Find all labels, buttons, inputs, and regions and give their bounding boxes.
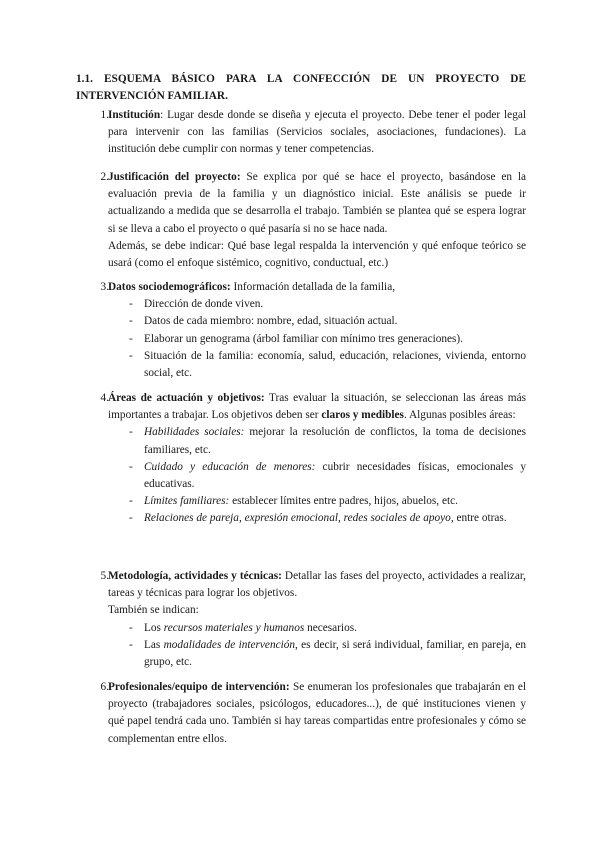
- section-heading: Datos sociodemográficos:: [108, 281, 231, 293]
- section-extra-paragraph: Además, se debe indicar: Qué base legal respalda la intervención y qué enfoque teórico se usará (como el enfoque sistémico, cognitivo, conductual, etc.): [108, 239, 526, 270]
- list-item-italic: Habilidades sociales:: [144, 426, 245, 439]
- section-number: 2.: [100, 171, 109, 183]
- section-text: Tras evaluar la situación, se seleccionan las áreas más importantes a trabajar. Los objetivos deben ser: [108, 392, 526, 422]
- section-extra-paragraph: También se indican:: [108, 604, 199, 617]
- list-item: [108, 424, 526, 458]
- section-justificacion: [76, 169, 526, 272]
- section-body: [108, 390, 526, 528]
- section-paragraph: [108, 679, 526, 748]
- list-item: - Elaborar un genograma (árbol familiar con mínimo tres generaciones).: [108, 331, 526, 348]
- section-body: [108, 279, 526, 382]
- section-body: [108, 169, 526, 272]
- bullet-list: [108, 424, 526, 527]
- section-heading: Áreas de actuación y objetivos:: [108, 392, 265, 404]
- section-paragraph: [108, 107, 526, 159]
- list-item: [108, 620, 526, 637]
- section-heading: Profesionales/equipo de intervención:: [108, 681, 290, 693]
- list-item-text: cubrir necesidades físicas, emocionales y educativas.: [144, 460, 526, 491]
- list-item: [108, 510, 526, 527]
- section-text: . Algunas posibles áreas:: [403, 409, 516, 422]
- list-item: - Datos de cada miembro: nombre, edad, situación actual.: [108, 313, 526, 330]
- list-item-text: , es decir, si será individual, familiar, en pareja, en grupo, etc.: [144, 638, 527, 669]
- list-item-italic: Relaciones de pareja, expresión emocional, redes sociales de apoyo,: [144, 512, 454, 525]
- list-item-text: mejorar la resolución de conflictos, la toma de decisiones familiares, etc.: [144, 426, 527, 456]
- section-body: [108, 568, 526, 671]
- document-title: 1.1. ESQUEMA BÁSICO PARA LA CONFECCIÓN DE UN PROYECTO DE INTERVENCIÓN FAMILIAR.: [76, 73, 526, 102]
- section-paragraph: [108, 169, 526, 238]
- section-profesionales: [76, 679, 526, 748]
- section-paragraph: [108, 279, 526, 296]
- section-paragraph: [108, 568, 526, 602]
- list-item-text: Las: [144, 638, 164, 651]
- list-item-text: establecer límites entre padres, hijos, abuelos, etc.: [229, 495, 458, 508]
- section-body: [108, 679, 526, 748]
- list-item: [108, 459, 526, 493]
- list-item-italic: Cuidado y educación de menores:: [144, 460, 316, 473]
- section-text: : Lugar desde donde se diseña y ejecuta el proyecto. Debe tener el poder legal para intervenir con las familias (Servicios sociales, asociaciones, fundaciones). La institución debe cumplir con normas y tener competencias.: [108, 109, 526, 156]
- section-heading: Metodología, actividades y técnicas:: [108, 570, 282, 582]
- list-item-italic: Límites familiares:: [144, 495, 230, 508]
- section-datos-sociodemograficos: [76, 279, 526, 382]
- list-item-italic: recursos materiales y humanos: [163, 621, 305, 634]
- section-metodologia: [76, 568, 526, 671]
- section-text: Se explica por qué se hace el proyecto, basándose en la evaluación previa de la familia y un diagnóstico inicial. Este análisis se puede ir actualizando a medida que se desarrolla el trabajo. También se plantea qué se espera lograr si se lleva a cabo el proyecto o qué pasaría si no se hace nada.: [108, 171, 526, 235]
- list-item: - Situación de la familia: economía, salud, educación, relaciones, vivienda, entorno social, etc.: [108, 348, 526, 382]
- section-heading: Institución: [108, 109, 161, 121]
- list-item-italic: modalidades de intervención: [163, 638, 296, 651]
- list-item: [108, 493, 526, 510]
- list-item: - Dirección de donde viven.: [108, 296, 526, 313]
- section-institucion: [76, 107, 526, 159]
- section-text: Información detallada de la familia,: [230, 281, 396, 293]
- section-number: 4.: [100, 392, 109, 404]
- list-item-text: Los: [144, 621, 164, 634]
- list-item: [108, 637, 526, 671]
- emphasis-text: claros y medibles: [321, 409, 404, 422]
- bullet-list: [108, 620, 526, 672]
- section-text: Detallar las fases del proyecto, actividades a realizar, tareas y técnicas para lograr los objetivos.: [108, 570, 526, 600]
- bullet-list: [108, 296, 526, 382]
- section-heading: Justificación del proyecto:: [108, 171, 241, 183]
- section-number: 6.: [100, 681, 109, 693]
- list-item-text: necesarios.: [304, 621, 357, 634]
- section-number: 3.: [100, 281, 109, 293]
- section-paragraph: [108, 390, 526, 424]
- section-number: 5.: [100, 570, 109, 582]
- section-text: Se enumeran los profesionales que trabajarán en el proyecto (trabajadores sociales, psicólogos, educadores...), de qué instituciones vienen y qué papel tendrá cada uno. También si hay tareas compartidas entre profesionales y cómo se complementan entre ellos.: [108, 681, 526, 745]
- section-number: 1.: [100, 109, 109, 121]
- list-item-text: entre otras.: [453, 512, 507, 525]
- section-body: [108, 107, 526, 159]
- section-areas-actuacion: [76, 390, 526, 528]
